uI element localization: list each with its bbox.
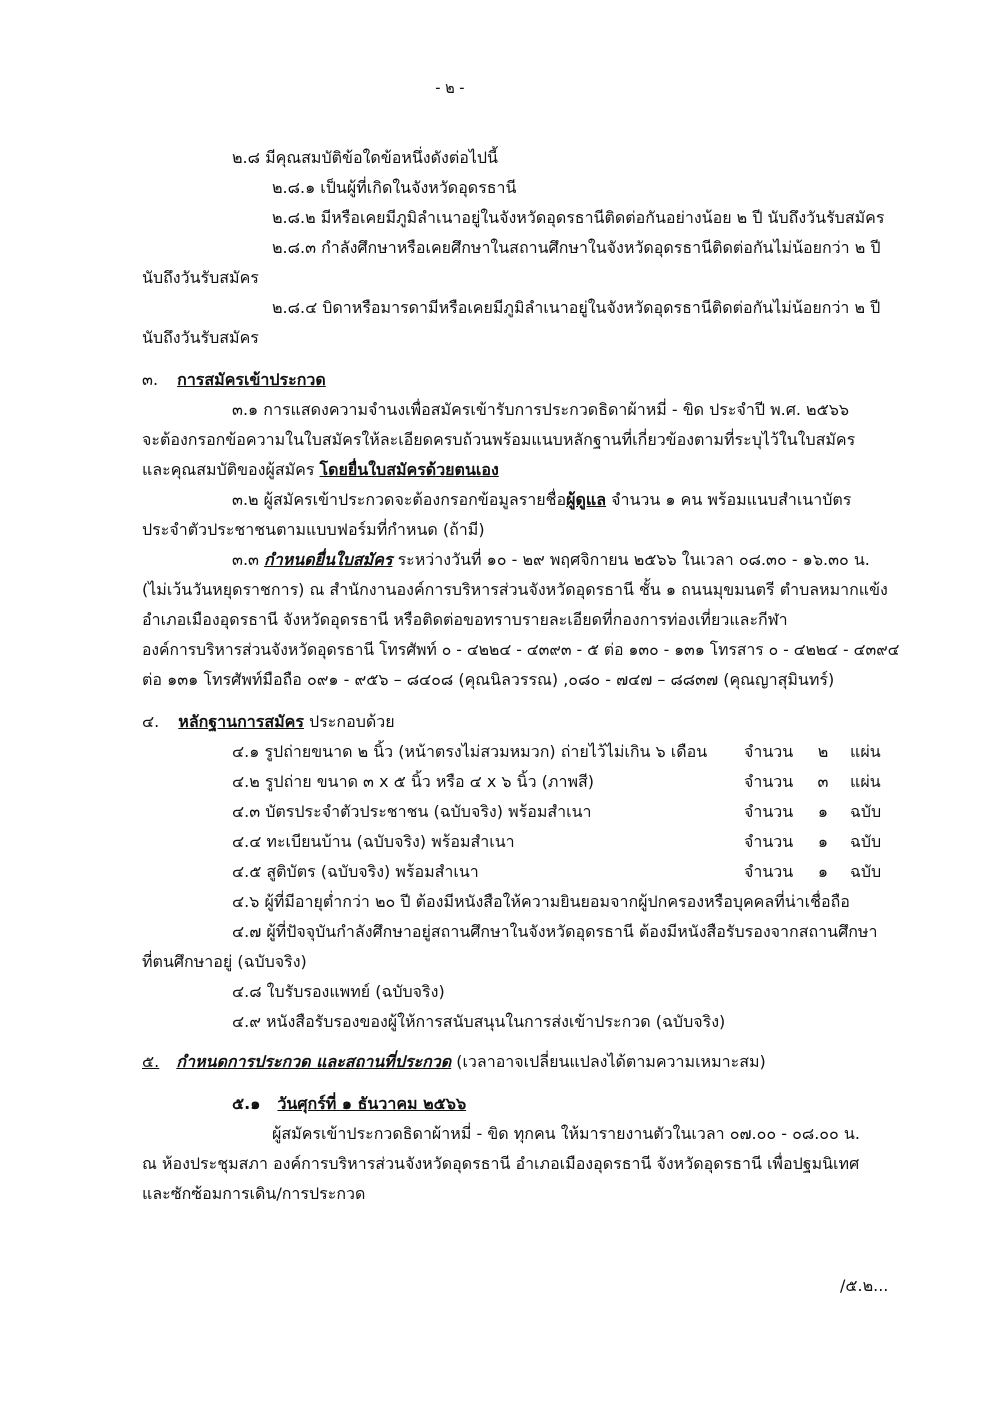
section-3-title: การสมัครเข้าประกวด: [177, 370, 326, 389]
evidence-count-label-3: จำนวน: [744, 802, 794, 821]
s3-1-line-3-text: และคุณสมบัติของผู้สมัคร: [142, 460, 320, 479]
s3-1-line-1: ๓.๑ การแสดงความจำนงเพื่อสมัครเข้ารับการประกวดธิดาผ้าหมี่ - ขิด ประจำปี พ.ศ. ๒๕๖๖: [232, 400, 850, 419]
evidence-count-label-4: จำนวน: [744, 832, 794, 851]
sub-5-1-heading: [232, 1092, 466, 1116]
evidence-count-label-1: จำนวน: [744, 742, 794, 761]
evidence-unit-3: ฉบับ: [850, 802, 882, 821]
evidence-item-3: ๔.๓ บัตรประจำตัวประชาชน (ฉบับจริง) พร้อมสำเนา: [232, 802, 592, 821]
section-5-title: กำหนดการประกวด และสถานที่ประกวด: [176, 1052, 452, 1071]
criteria-item-4: ๒.๘.๔ บิดาหรือมารดามีหรือเคยมีภูมิลำเนาอยู่ในจังหวัดอุดรธานีติดต่อกันไม่น้อยกว่า ๒ ปี: [272, 298, 881, 317]
evidence-qty-3: ๑: [817, 802, 829, 821]
evidence-item-1: ๔.๑ รูปถ่ายขนาด ๒ นิ้ว (หน้าตรงไม่สวมหมวก) ถ่ายไว้ไม่เกิน ๖ เดือน: [232, 742, 708, 761]
evidence-qty-4: ๑: [817, 832, 829, 851]
criteria-item-4-cont: นับถึงวันรับสมัคร: [142, 328, 259, 347]
continuation-marker: /๕.๒...: [840, 1276, 889, 1295]
page-number: - ๒ -: [435, 78, 465, 97]
evidence-unit-4: ฉบับ: [850, 832, 882, 851]
s5-1-line-2: ณ ห้องประชุมสภา องค์การบริหารส่วนจังหวัดอุดรธานี อำเภอเมืองอุดรธานี จังหวัดอุดรธานี เพื่อปฐมนิเทศ: [142, 1154, 860, 1173]
evidence-unit-1: แผ่น: [850, 742, 881, 761]
s3-3-line-2: (ไม่เว้นวันหยุดราชการ) ณ สำนักงานองค์การบริหารส่วนจังหวัดอุดรธานี ชั้น ๑ ถนนมุขมนตรี ตำบลหมากแข้ง: [142, 580, 888, 599]
evidence-count-label-5: จำนวน: [744, 862, 794, 881]
section-5-note: (เวลาอาจเปลี่ยนแปลงได้ตามความเหมาะสม): [451, 1052, 766, 1071]
sub-5-1-number: ๕.๑: [232, 1094, 261, 1113]
s3-2-line-1: [232, 488, 851, 512]
evidence-unit-2: แผ่น: [850, 772, 881, 791]
s5-1-line-3: และซักซ้อมการเดิน/การประกวด: [142, 1184, 366, 1203]
section-4-heading: [142, 710, 395, 734]
s3-2-text-a: ๓.๒ ผู้สมัครเข้าประกวดจะต้องกรอกข้อมูลรายชื่อ: [232, 490, 567, 509]
evidence-unit-5: ฉบับ: [850, 862, 882, 881]
s3-3-line-4: องค์การบริหารส่วนจังหวัดอุดรธานี โทรศัพท์ ๐ - ๔๒๒๔ - ๔๓๙๓ - ๕ ต่อ ๑๓๐ - ๑๓๑ โทรสาร ๐ - ๔๒๒๔ - ๔๓๙๔: [142, 640, 900, 659]
s3-1-emphasis: โดยยื่นใบสมัครด้วยตนเอง: [319, 460, 499, 479]
s5-1-line-1: ผู้สมัครเข้าประกวดธิดาผ้าหมี่ - ขิด ทุกคน ให้มารายงานตัวในเวลา ๐๗.๐๐ - ๐๘.๐๐ น.: [272, 1124, 860, 1143]
evidence-item-6: ๔.๖ ผู้ที่มีอายุต่ำกว่า ๒๐ ปี ต้องมีหนังสือให้ความยินยอมจากผู้ปกครองหรือบุคคลที่น่าเชื่อถือ: [232, 892, 850, 911]
criteria-item-2: ๒.๘.๒ มีหรือเคยมีภูมิลำเนาอยู่ในจังหวัดอุดรธานีติดต่อกันอย่างน้อย ๒ ปี นับถึงวันรับสมัคร: [272, 208, 885, 227]
s3-2-line-2: ประจำตัวประชาชนตามแบบฟอร์มที่กำหนด (ถ้ามี): [142, 520, 485, 539]
section-4-number: ๔.: [142, 712, 160, 731]
s3-1-line-2: จะต้องกรอกข้อความในใบสมัครให้ละเอียดครบถ้วนพร้อมแนบหลักฐานที่เกี่ยวข้องตามที่ระบุไว้ในใบสมัคร: [142, 430, 856, 449]
s3-3-emphasis: กำหนดยื่นใบสมัคร: [264, 550, 393, 569]
criteria-item-3-cont: นับถึงวันรับสมัคร: [142, 268, 259, 287]
sub-5-1-date: วันศุกร์ที่ ๑ ธันวาคม ๒๕๖๖: [277, 1094, 467, 1113]
evidence-item-4: ๔.๔ ทะเบียนบ้าน (ฉบับจริง) พร้อมสำเนา: [232, 832, 515, 851]
evidence-item-7: ๔.๗ ผู้ที่ปัจจุบันกำลังศึกษาอยู่สถานศึกษาในจังหวัดอุดรธานี ต้องมีหนังสือรับรองจากสถานศึกษา: [232, 922, 878, 941]
section-4-title: หลักฐานการสมัคร: [178, 712, 304, 731]
s3-3-line-1: [232, 548, 870, 572]
section-3-heading: [142, 368, 326, 392]
s3-3-text: ระหว่างวันที่ ๑๐ - ๒๙ พฤศจิกายน ๒๕๖๖ ในเวลา ๐๘.๓๐ - ๑๖.๓๐ น.: [392, 550, 870, 569]
s3-3-line-5: ต่อ ๑๓๑ โทรศัพท์มือถือ ๐๙๑ - ๙๕๖ – ๘๔๐๘ (คุณนิลวรรณ) ,๐๘๐ - ๗๔๗ – ๘๘๓๗ (คุณญาสุมินทร์): [142, 670, 835, 689]
evidence-item-5: ๔.๕ สูติบัตร (ฉบับจริง) พร้อมสำเนา: [232, 862, 479, 881]
evidence-item-8: ๔.๘ ใบรับรองแพทย์ (ฉบับจริง): [232, 982, 445, 1001]
criteria-item-1: ๒.๘.๑ เป็นผู้ที่เกิดในจังหวัดอุดรธานี: [272, 178, 517, 197]
s3-1-line-3: [142, 458, 499, 482]
s3-2-emphasis: ผู้ดูแล: [566, 490, 607, 509]
criteria-heading: ๒.๘ มีคุณสมบัติข้อใดข้อหนึ่งดังต่อไปนี้: [232, 148, 498, 167]
s3-3-line-3: อำเภอเมืองอุดรธานี จังหวัดอุดรธานี หรือติดต่อขอทราบรายละเอียดที่กองการท่องเที่ยวและกีฬา: [142, 610, 788, 629]
evidence-qty-5: ๑: [817, 862, 829, 881]
evidence-item-9: ๔.๙ หนังสือรับรองของผู้ให้การสนับสนุนในการส่งเข้าประกวด (ฉบับจริง): [232, 1012, 726, 1031]
criteria-item-3: ๒.๘.๓ กำลังศึกษาหรือเคยศึกษาในสถานศึกษาในจังหวัดอุดรธานีติดต่อกันไม่น้อยกว่า ๒ ปี: [272, 238, 881, 257]
evidence-item-7-cont: ที่ตนศึกษาอยู่ (ฉบับจริง): [142, 952, 307, 971]
evidence-qty-2: ๓: [817, 772, 829, 791]
evidence-count-label-2: จำนวน: [744, 772, 794, 791]
section-5-number: ๕.: [142, 1052, 160, 1071]
section-3-number: ๓.: [142, 370, 159, 389]
s3-2-text-b: จำนวน ๑ คน พร้อมแนบสำเนาบัตร: [606, 490, 852, 509]
s3-3-number: ๓.๓: [232, 550, 265, 569]
section-5-heading: [142, 1050, 766, 1074]
evidence-item-2: ๔.๒ รูปถ่าย ขนาด ๓ x ๕ นิ้ว หรือ ๔ x ๖ นิ้ว (ภาพสี): [232, 772, 594, 791]
evidence-qty-1: ๒: [817, 742, 829, 761]
section-4-title-suffix: ประกอบด้วย: [303, 712, 395, 731]
